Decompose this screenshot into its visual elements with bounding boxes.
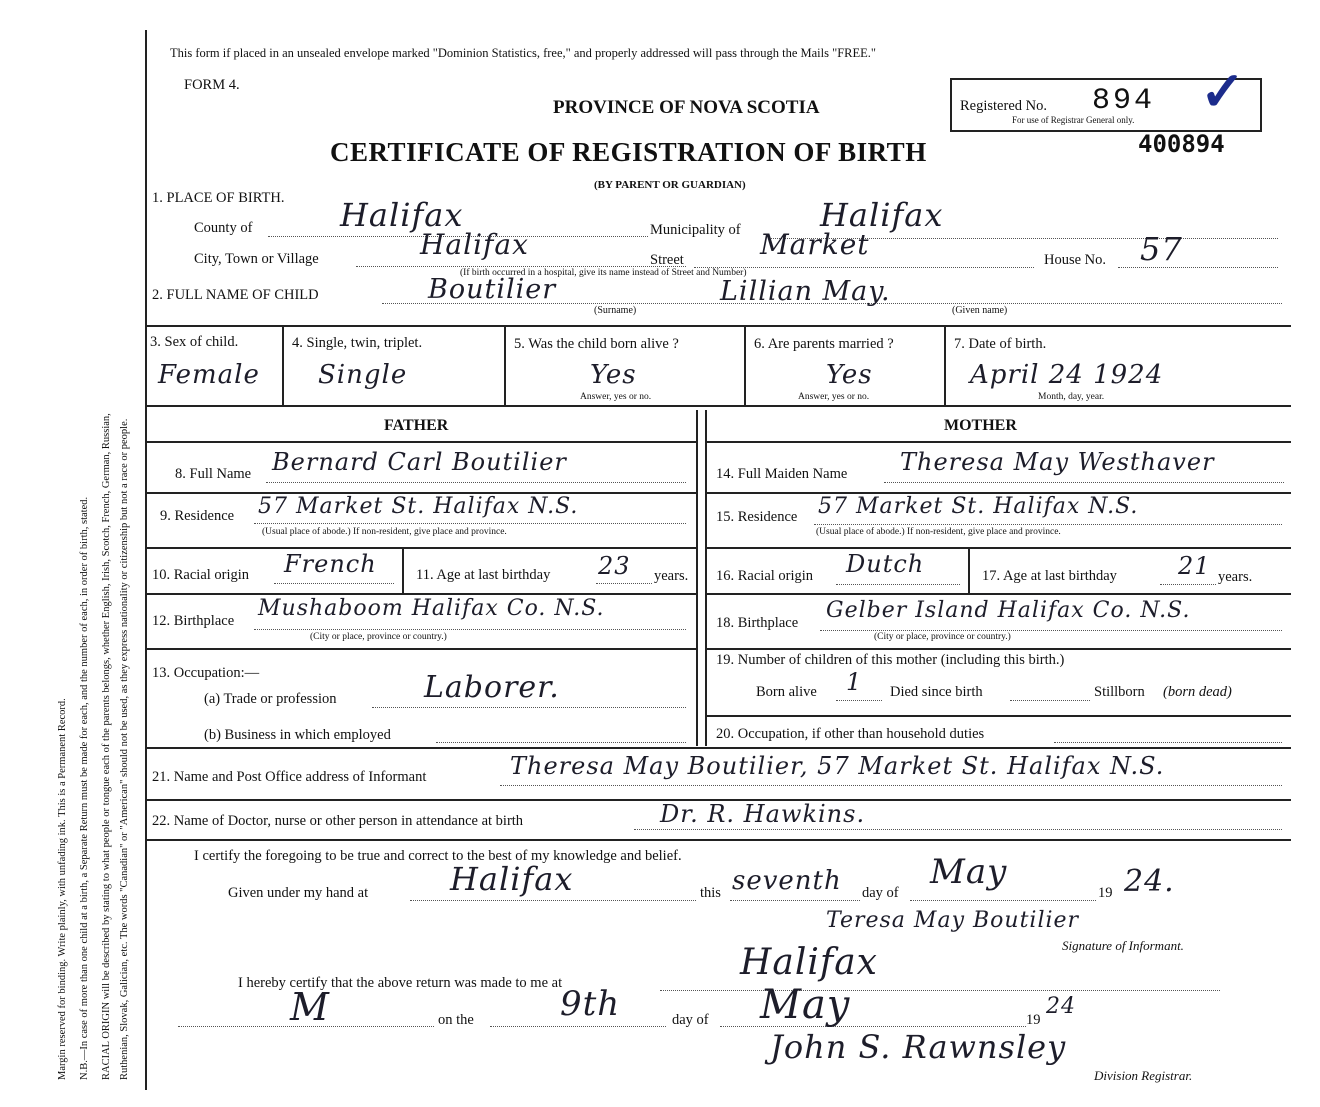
registrar-year: 24 <box>1046 994 1076 1019</box>
registrar-use-note: For use of Registrar General only. <box>1012 115 1135 125</box>
hospital-note: (If birth occurred in a hospital, give its name instead of Street and Number) <box>460 268 747 278</box>
mother-residence-label: 15. Residence <box>716 509 798 525</box>
father-age-unit: years. <box>654 568 689 584</box>
plurality-label: 4. Single, twin, triplet. <box>292 335 423 351</box>
plurality-value: Single <box>318 360 408 390</box>
county-value: Halifax <box>340 196 464 234</box>
mother-residence-value: 57 Market St. Halifax N.S. <box>818 494 1139 519</box>
married-value: Yes <box>826 360 873 390</box>
given-name-note: (Given name) <box>952 305 1008 316</box>
place-of-birth-heading: 1. PLACE OF BIRTH. <box>152 190 285 206</box>
given-year-prefix: 19 <box>1098 885 1113 901</box>
mother-residence-note: (Usual place of abode.) If non-resident, give place and province. <box>816 527 1061 537</box>
stillborn-label: Stillborn <box>1094 684 1145 700</box>
county-label: County of <box>194 220 253 236</box>
mother-children-label: 19. Number of children of this mother (including this birth.) <box>716 652 1065 668</box>
married-note: Answer, yes or no. <box>798 392 870 402</box>
registrar-signature: John S. Rawnsley <box>770 1028 1067 1066</box>
house-number-value: 57 <box>1140 230 1183 268</box>
mother-age-value: 21 <box>1178 552 1211 580</box>
child-surname: Boutilier <box>428 274 557 305</box>
mother-name-label: 14. Full Maiden Name <box>716 466 848 482</box>
street-label: Street <box>650 252 684 268</box>
father-name-label: 8. Full Name <box>175 466 252 482</box>
registrar-month: May <box>760 982 851 1028</box>
check-mark: ✓ <box>1200 62 1246 122</box>
father-birthplace-label: 12. Birthplace <box>152 613 235 629</box>
side-note-line-3: RACIAL ORIGIN will be described by stating to what people or tongue each of the parents belongs, whether English, Irish, Scotch, French, German, Russian, <box>101 413 112 1080</box>
street-value: Market <box>760 228 870 261</box>
doctor-value: Dr. R. Hawkins. <box>660 800 866 828</box>
mother-birthplace-label: 18. Birthplace <box>716 615 799 631</box>
sex-value: Female <box>158 360 260 390</box>
province-heading: PROVINCE OF NOVA SCOTIA <box>553 97 820 118</box>
father-business-label: (b) Business in which employed <box>204 727 391 743</box>
father-trade-value: Laborer. <box>424 670 560 705</box>
given-under-label: Given under my hand at <box>228 885 369 901</box>
father-age-value: 23 <box>598 552 631 580</box>
father-age-label: 11. Age at last birthday <box>416 567 551 583</box>
child-name-label: 2. FULL NAME OF CHILD <box>152 287 319 303</box>
house-number-label: House No. <box>1044 252 1107 268</box>
informant-label: 21. Name and Post Office address of Informant <box>152 769 427 785</box>
mother-name-value: Theresa May Westhaver <box>900 448 1215 476</box>
registrar-label: Division Registrar. <box>1094 1068 1193 1083</box>
side-note-line-1: Margin reserved for binding. Write plainly, with unfading ink. This is a Permanent Record. <box>57 698 68 1080</box>
certify-statement: I certify the foregoing to be true and correct to the best of my knowledge and belief. <box>194 848 682 864</box>
registrar-day: 9th <box>560 984 621 1024</box>
mother-age-label: 17. Age at last birthday <box>982 568 1117 584</box>
registrar-statement: I hereby certify that the above return was made to me at <box>238 975 563 991</box>
dob-note: Month, day, year. <box>1038 392 1105 402</box>
side-note-line-4: Ruthenian, Slovak, Galician, etc. The words "Canadian" or "American" should not be used, as they express nationality or citizenship but not a race or people. <box>119 418 130 1080</box>
day-of-label: day of <box>862 885 899 901</box>
registrar-year-prefix: 19 <box>1026 1012 1041 1028</box>
born-alive-count-label: Born alive <box>756 684 817 700</box>
document-subtitle: (BY PARENT OR GUARDIAN) <box>594 179 746 191</box>
father-trade-label: (a) Trade or profession <box>204 691 337 707</box>
city-value: Halifax <box>420 228 529 261</box>
informant-value: Theresa May Boutilier, 57 Market St. Halifax N.S. <box>510 752 1165 780</box>
registrar-day-of-label: day of <box>672 1012 709 1028</box>
signature-label: Signature of Informant. <box>1062 938 1184 953</box>
father-birthplace-note: (City or place, province or country.) <box>310 632 447 642</box>
document-title: CERTIFICATE OF REGISTRATION OF BIRTH <box>330 137 927 167</box>
stillborn-note: (born dead) <box>1163 684 1232 700</box>
city-label: City, Town or Village <box>194 251 319 267</box>
side-note-line-2: N.B.—In case of more than one child at a birth, a Separate Return must be made for each, and the number of each, in order of birth, stated. <box>79 496 90 1080</box>
mother-occupation-label: 20. Occupation, if other than household duties <box>716 726 985 742</box>
given-place: Halifax <box>450 860 574 898</box>
form-number: FORM 4. <box>184 77 240 93</box>
born-alive-note: Answer, yes or no. <box>580 392 652 402</box>
mother-birthplace-note: (City or place, province or country.) <box>874 632 1011 642</box>
registered-number: 894 <box>1092 84 1156 118</box>
mother-heading: MOTHER <box>944 417 1017 434</box>
registered-label: Registered No. <box>960 98 1047 114</box>
died-since-birth-label: Died since birth <box>890 684 983 700</box>
given-day: seventh <box>732 866 842 896</box>
born-alive-label: 5. Was the child born alive ? <box>514 336 679 352</box>
mail-notice: This form if placed in an unsealed envelope marked "Dominion Statistics, free," and properly addressed will pass through the Mails "FREE." <box>170 46 877 60</box>
father-residence-value: 57 Market St. Halifax N.S. <box>258 494 579 519</box>
on-the-label: on the <box>438 1012 474 1028</box>
mother-age-unit: years. <box>1218 569 1253 585</box>
father-heading: FATHER <box>384 417 449 434</box>
dob-label: 7. Date of birth. <box>954 336 1047 352</box>
dob-value: April 24 1924 <box>970 360 1164 390</box>
sex-label: 3. Sex of child. <box>150 334 239 350</box>
municipality-value: Halifax <box>820 196 944 234</box>
registrar-place: Halifax <box>740 942 878 983</box>
this-label: this <box>700 885 721 901</box>
father-racial-value: French <box>284 550 377 578</box>
given-month: May <box>930 852 1008 892</box>
mother-racial-label: 16. Racial origin <box>716 568 814 584</box>
child-given-name: Lillian May. <box>720 276 891 307</box>
doctor-label: 22. Name of Doctor, nurse or other person in attendance at birth <box>152 813 524 829</box>
father-name-value: Bernard Carl Boutilier <box>272 448 567 476</box>
father-occupation-label: 13. Occupation:— <box>152 665 260 681</box>
father-residence-label: 9. Residence <box>160 508 235 524</box>
father-residence-note: (Usual place of abode.) If non-resident, give place and province. <box>262 527 507 537</box>
given-year: 24. <box>1124 864 1175 899</box>
surname-note: (Surname) <box>594 305 637 316</box>
mother-racial-value: Dutch <box>846 550 925 578</box>
father-birthplace-value: Mushaboom Halifax Co. N.S. <box>258 596 605 621</box>
father-racial-label: 10. Racial origin <box>152 567 250 583</box>
municipality-label: Municipality of <box>650 222 741 238</box>
born-alive-count-value: 1 <box>846 668 863 696</box>
stamp-number: 400894 <box>1138 130 1225 158</box>
registrar-mark: M <box>290 985 330 1029</box>
informant-signature: Teresa May Boutilier <box>826 908 1080 933</box>
born-alive-value: Yes <box>590 360 637 390</box>
married-label: 6. Are parents married ? <box>754 336 894 352</box>
mother-birthplace-value: Gelber Island Halifax Co. N.S. <box>826 598 1191 623</box>
